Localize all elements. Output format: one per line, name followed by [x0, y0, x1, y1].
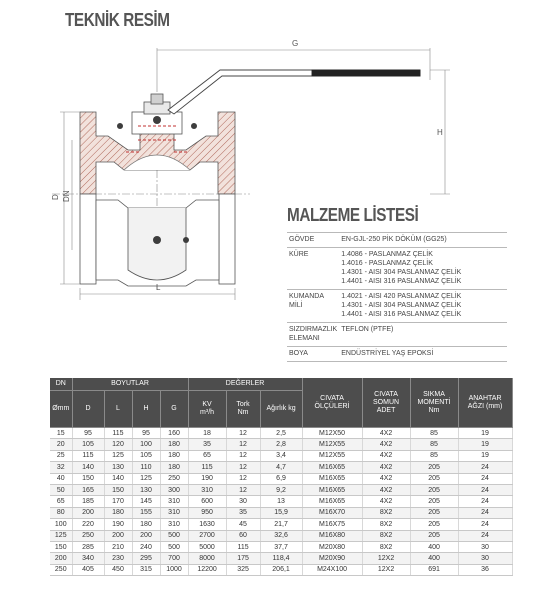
table-cell: 110 [132, 462, 160, 473]
table-cell: 2700 [188, 530, 226, 541]
table-cell: 125 [104, 450, 132, 461]
table-cell: 12 [226, 473, 260, 484]
table-cell: 400 [410, 541, 458, 552]
table-cell: 120 [104, 439, 132, 450]
table-cell: 205 [410, 462, 458, 473]
table-cell: 285 [72, 541, 104, 552]
material-value: 1.4021 - AISI 420 PASLANMAZ ÇELİK 1.4301 - AISI 304 PASLANMAZ ÇELİK 1.4401 - AISI 316 PASLANMAZ ÇELİK [339, 290, 507, 323]
table-cell: 180 [104, 507, 132, 518]
table-cell: 8X2 [362, 541, 410, 552]
table-cell: 19 [458, 450, 512, 461]
table-cell: 115 [188, 462, 226, 473]
dim-h-label: H [437, 128, 443, 137]
table-cell: 125 [132, 473, 160, 484]
table-cell: 340 [72, 553, 104, 564]
table-cell: 4X2 [362, 428, 410, 439]
table-cell: 24 [458, 519, 512, 530]
table-cell: 12X2 [362, 564, 410, 575]
material-value: EN-GJL-250 PİK DÖKÜM (GG25) [339, 233, 507, 248]
table-cell: 24 [458, 496, 512, 507]
table-cell: 150 [72, 473, 104, 484]
table-cell: M16X65 [302, 496, 362, 507]
table-cell: 13 [260, 496, 302, 507]
dn-group-header: DN [50, 378, 72, 391]
material-value: ENDÜSTRİYEL YAŞ EPOKSİ [339, 347, 507, 362]
table-cell: 600 [188, 496, 226, 507]
material-part: SIZDIRMAZLIK ELEMANI [287, 323, 339, 347]
omm-header: Ømm [50, 391, 72, 428]
table-cell: 12 [226, 428, 260, 439]
bolt-nut-qty-header: CIVATA SOMUN ADET [362, 378, 410, 428]
table-cell: 65 [50, 496, 72, 507]
dim-d-label: D [51, 194, 60, 200]
table-cell: M16X65 [302, 462, 362, 473]
table-cell: 150 [104, 484, 132, 495]
material-value: TEFLON (PTFE) [339, 323, 507, 347]
table-row [50, 564, 512, 575]
table-cell: 95 [72, 428, 104, 439]
table-cell: 80 [50, 507, 72, 518]
table-cell: 180 [160, 450, 188, 461]
table-cell: 230 [104, 553, 132, 564]
material-part: KÜRE [287, 248, 339, 290]
table-cell: 24 [458, 473, 512, 484]
table-cell: 65 [188, 450, 226, 461]
table-cell: 37,7 [260, 541, 302, 552]
table-cell: 24 [458, 484, 512, 495]
table-cell: 205 [410, 507, 458, 518]
table-cell: 100 [132, 439, 160, 450]
material-row [287, 233, 507, 248]
table-cell: 35 [188, 439, 226, 450]
table-cell: 250 [160, 473, 188, 484]
table-cell: 250 [72, 530, 104, 541]
table-cell: 206,1 [260, 564, 302, 575]
table-cell: 50 [50, 484, 72, 495]
table-cell: 18 [188, 428, 226, 439]
material-part: BOYA [287, 347, 339, 362]
table-cell: 115 [72, 450, 104, 461]
valve-section-upper [80, 94, 235, 194]
table-cell: 315 [132, 564, 160, 575]
table-cell: 325 [226, 564, 260, 575]
table-cell: 145 [132, 496, 160, 507]
table-cell: 200 [132, 530, 160, 541]
table-cell: 155 [132, 507, 160, 518]
table-cell: 240 [132, 541, 160, 552]
table-cell: 250 [50, 564, 72, 575]
table-cell: 310 [160, 519, 188, 530]
table-cell: 190 [188, 473, 226, 484]
table-cell: 405 [72, 564, 104, 575]
table-cell: 85 [410, 428, 458, 439]
dim-dn-label: DN [62, 190, 71, 202]
table-cell: M24X100 [302, 564, 362, 575]
table-cell: 295 [132, 553, 160, 564]
table-cell: 15 [50, 428, 72, 439]
table-cell: M16X65 [302, 484, 362, 495]
table-cell: 32 [50, 462, 72, 473]
dim-l-label: L [156, 283, 161, 292]
values-group-header: DEĞERLER [188, 378, 302, 391]
table-cell: 12 [226, 484, 260, 495]
table-cell: 950 [188, 507, 226, 518]
table-cell: 40 [50, 473, 72, 484]
table-cell: 2,8 [260, 439, 302, 450]
kv-header: KV m³/h [188, 391, 226, 428]
table-cell: 1000 [160, 564, 188, 575]
table-cell: 500 [160, 530, 188, 541]
table-cell: M16X75 [302, 519, 362, 530]
table-cell: 140 [72, 462, 104, 473]
table-row [50, 519, 512, 530]
table-cell: 4,7 [260, 462, 302, 473]
table-cell: 115 [226, 541, 260, 552]
table-cell: M16X80 [302, 530, 362, 541]
table-cell: 190 [104, 519, 132, 530]
table-cell: 200 [50, 553, 72, 564]
table-cell: M16X65 [302, 473, 362, 484]
table-cell: 19 [458, 428, 512, 439]
table-cell: 8X2 [362, 507, 410, 518]
table-cell: 24 [458, 530, 512, 541]
table-cell: 118,4 [260, 553, 302, 564]
table-row [50, 496, 512, 507]
table-cell: M16X70 [302, 507, 362, 518]
table-cell: 130 [104, 462, 132, 473]
table-cell: 400 [410, 553, 458, 564]
dimensions-table [50, 378, 513, 576]
weight-header: Ağırlık kg [260, 391, 302, 428]
material-part: GÖVDE [287, 233, 339, 248]
table-cell: 15,9 [260, 507, 302, 518]
wrench-header: ANAHTAR AĞZI (mm) [458, 378, 512, 428]
material-row [287, 323, 507, 347]
table-cell: 36 [458, 564, 512, 575]
table-cell: 4X2 [362, 484, 410, 495]
table-row [50, 553, 512, 564]
table-cell: 165 [72, 484, 104, 495]
table-row [50, 428, 512, 439]
table-cell: 220 [72, 519, 104, 530]
table-cell: 20 [50, 439, 72, 450]
table-row [50, 541, 512, 552]
table-cell: 310 [160, 507, 188, 518]
h-header: H [132, 391, 160, 428]
table-cell: 9,2 [260, 484, 302, 495]
lever-handle [168, 70, 420, 114]
technical-drawing-heading: TEKNİK RESİM [65, 10, 170, 30]
table-cell: 105 [132, 450, 160, 461]
table-cell: 310 [188, 484, 226, 495]
table-cell: 115 [104, 428, 132, 439]
table-cell: 185 [72, 496, 104, 507]
table-cell: 85 [410, 439, 458, 450]
table-cell: 310 [160, 496, 188, 507]
table-cell: 150 [50, 541, 72, 552]
table-cell: 5000 [188, 541, 226, 552]
table-cell: 12200 [188, 564, 226, 575]
table-cell: 30 [458, 553, 512, 564]
material-list-heading: MALZEME LİSTESİ [287, 205, 419, 225]
table-cell: 4X2 [362, 462, 410, 473]
dimensions-group-header: BOYUTLAR [72, 378, 188, 391]
table-cell: 300 [160, 484, 188, 495]
table-cell: M20X80 [302, 541, 362, 552]
table-cell: 12 [226, 462, 260, 473]
table-row [50, 507, 512, 518]
table-cell: M12X50 [302, 428, 362, 439]
material-part: KUMANDA MİLİ [287, 290, 339, 323]
table-cell: 4X2 [362, 450, 410, 461]
table-cell: 45 [226, 519, 260, 530]
table-cell: 205 [410, 496, 458, 507]
table-cell: 180 [160, 462, 188, 473]
dim-g-label: G [292, 39, 299, 48]
table-cell: 100 [50, 519, 72, 530]
torque-header: SIKMA MOMENTİ Nm [410, 378, 458, 428]
material-list [287, 232, 507, 362]
table-cell: 180 [132, 519, 160, 530]
table-cell: 160 [160, 428, 188, 439]
table-cell: 205 [410, 530, 458, 541]
table-cell: 21,7 [260, 519, 302, 530]
material-row [287, 248, 507, 290]
material-row [287, 290, 507, 323]
table-cell: 200 [104, 530, 132, 541]
table-row [50, 462, 512, 473]
table-cell: 12 [226, 439, 260, 450]
table-cell: 170 [104, 496, 132, 507]
table-row [50, 450, 512, 461]
table-cell: 25 [50, 450, 72, 461]
table-cell: 24 [458, 507, 512, 518]
table-row [50, 473, 512, 484]
table-cell: 1630 [188, 519, 226, 530]
bolt-size-header: CIVATA ÖLÇÜLERİ [302, 378, 362, 428]
table-cell: 85 [410, 450, 458, 461]
table-row [50, 530, 512, 541]
table-cell: 8X2 [362, 530, 410, 541]
table-cell: 2,5 [260, 428, 302, 439]
table-cell: 180 [160, 439, 188, 450]
table-cell: 12 [226, 450, 260, 461]
table-cell: 500 [160, 541, 188, 552]
table-cell: 450 [104, 564, 132, 575]
table-cell: 24 [458, 462, 512, 473]
table-cell: 140 [104, 473, 132, 484]
l-header: L [104, 391, 132, 428]
table-cell: 95 [132, 428, 160, 439]
table-cell: 4X2 [362, 496, 410, 507]
table-cell: 8X2 [362, 519, 410, 530]
table-cell: 35 [226, 507, 260, 518]
table-cell: 32,6 [260, 530, 302, 541]
table-cell: 205 [410, 519, 458, 530]
table-cell: M12X55 [302, 439, 362, 450]
table-cell: 205 [410, 484, 458, 495]
table-cell: 200 [72, 507, 104, 518]
table-cell: 6,9 [260, 473, 302, 484]
material-row [287, 347, 507, 362]
table-cell: 4X2 [362, 473, 410, 484]
table-row [50, 484, 512, 495]
table-cell: M12X55 [302, 450, 362, 461]
table-cell: 175 [226, 553, 260, 564]
table-cell: 12X2 [362, 553, 410, 564]
table-cell: 4X2 [362, 439, 410, 450]
table-cell: 105 [72, 439, 104, 450]
table-cell: 210 [104, 541, 132, 552]
table-cell: 30 [226, 496, 260, 507]
table-cell: 125 [50, 530, 72, 541]
table-cell: 205 [410, 473, 458, 484]
table-cell: 691 [410, 564, 458, 575]
material-value: 1.4086 - PASLANMAZ ÇELİK 1.4016 - PASLANMAZ ÇELİK 1.4301 - AISI 304 PASLANMAZ ÇELİK 1.4401 - AISI 316 PASLANMAZ ÇELİK [339, 248, 507, 290]
table-cell: 19 [458, 439, 512, 450]
table-cell: 130 [132, 484, 160, 495]
table-cell: 3,4 [260, 450, 302, 461]
tork-header: Tork Nm [226, 391, 260, 428]
table-cell: 30 [458, 541, 512, 552]
table-cell: 60 [226, 530, 260, 541]
g-header: G [160, 391, 188, 428]
table-row [50, 439, 512, 450]
d-header: D [72, 391, 104, 428]
table-cell: M20X90 [302, 553, 362, 564]
table-cell: 700 [160, 553, 188, 564]
table-cell: 8000 [188, 553, 226, 564]
